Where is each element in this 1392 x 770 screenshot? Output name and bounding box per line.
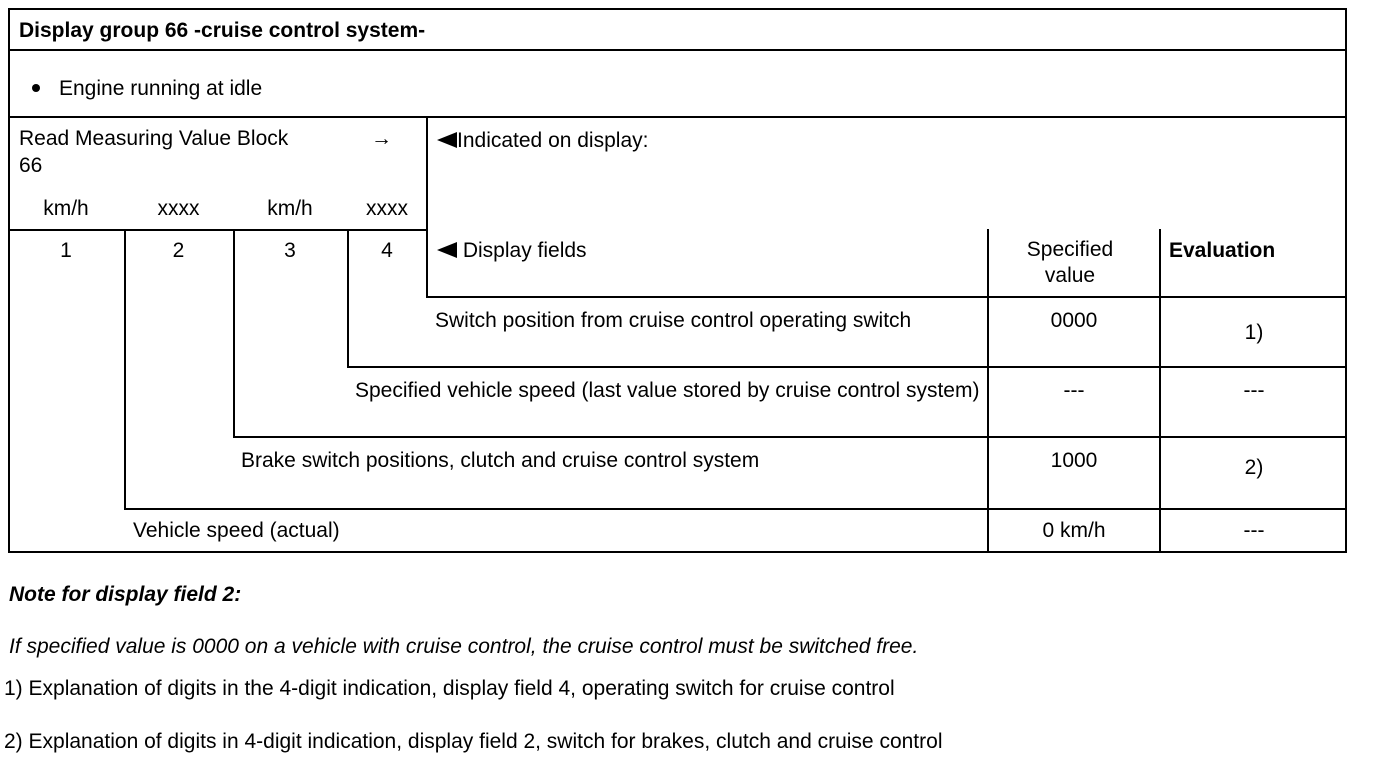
header-row-divider [426,296,1347,298]
bullet-icon [32,84,40,92]
row-3-divider [124,508,1347,510]
field-number-4: 4 [381,239,393,262]
row-4-label: Vehicle speed (actual) [133,519,340,542]
field-3-bracket [233,229,235,438]
row-4-spec: 0 km/h [1042,519,1106,542]
row-3-spec: 1000 [1050,449,1098,472]
note-text: If specified value is 0000 on a vehicle with cruise control, the cruise control must be switched free. [9,635,919,658]
row-1-label: Switch position from cruise control operating switch [435,309,912,332]
specified-value-header: Specified value [1026,238,1114,287]
field-4-bracket [347,229,349,368]
field-2-bracket [124,229,126,509]
footnote-1: 1) Explanation of digits in the 4-digit indication, display field 4, operating switch for cruise control [4,677,895,700]
field-number-1: 1 [60,239,72,262]
title-divider [8,49,1347,51]
row-1-divider [347,366,1347,368]
indicated-label: Indicated on display: [457,129,649,152]
read-block-label: Read Measuring Value Block [19,127,289,150]
row-2-divider [233,436,1347,438]
condition-divider [8,116,1347,118]
read-block-number: 66 [19,154,43,177]
unit-field-1: km/h [43,197,89,220]
row-2-label: Specified vehicle speed (last value stored by cruise control system) [355,379,980,402]
condition-text: Engine running at idle [59,77,263,100]
row-2-eval: --- [1243,379,1265,402]
unit-field-4: xxxx [366,197,408,220]
display-fields-header-row [437,238,587,264]
footnote-2: 2) Explanation of digits in 4-digit indication, display field 2, switch for brakes, clutch and cruise control [4,730,943,753]
arrow-icon: → [371,127,392,150]
display-fields-header: Display fields [462,239,587,262]
row-3-eval: 2) [1244,456,1264,479]
units-divider [8,229,428,231]
triangle-left-icon [437,132,457,148]
unit-field-2: xxxx [157,197,200,220]
table-title: Display group 66 -cruise control system- [19,19,426,42]
row-1-eval: 1) [1244,321,1264,344]
field-number-3: 3 [284,239,296,262]
row-4-eval: --- [1243,519,1265,542]
indicated-label-row [437,128,648,154]
unit-field-3: km/h [267,197,313,220]
triangle-left-icon [437,242,457,258]
field-number-2: 2 [172,239,185,262]
header-divider-vertical [426,116,428,298]
evaluation-header: Evaluation [1169,239,1276,262]
row-1-spec: 0000 [1050,309,1098,332]
row-3-label: Brake switch positions, clutch and cruise control system [241,449,760,472]
note-heading: Note for display field 2: [9,583,242,606]
row-2-spec: --- [1063,379,1085,402]
